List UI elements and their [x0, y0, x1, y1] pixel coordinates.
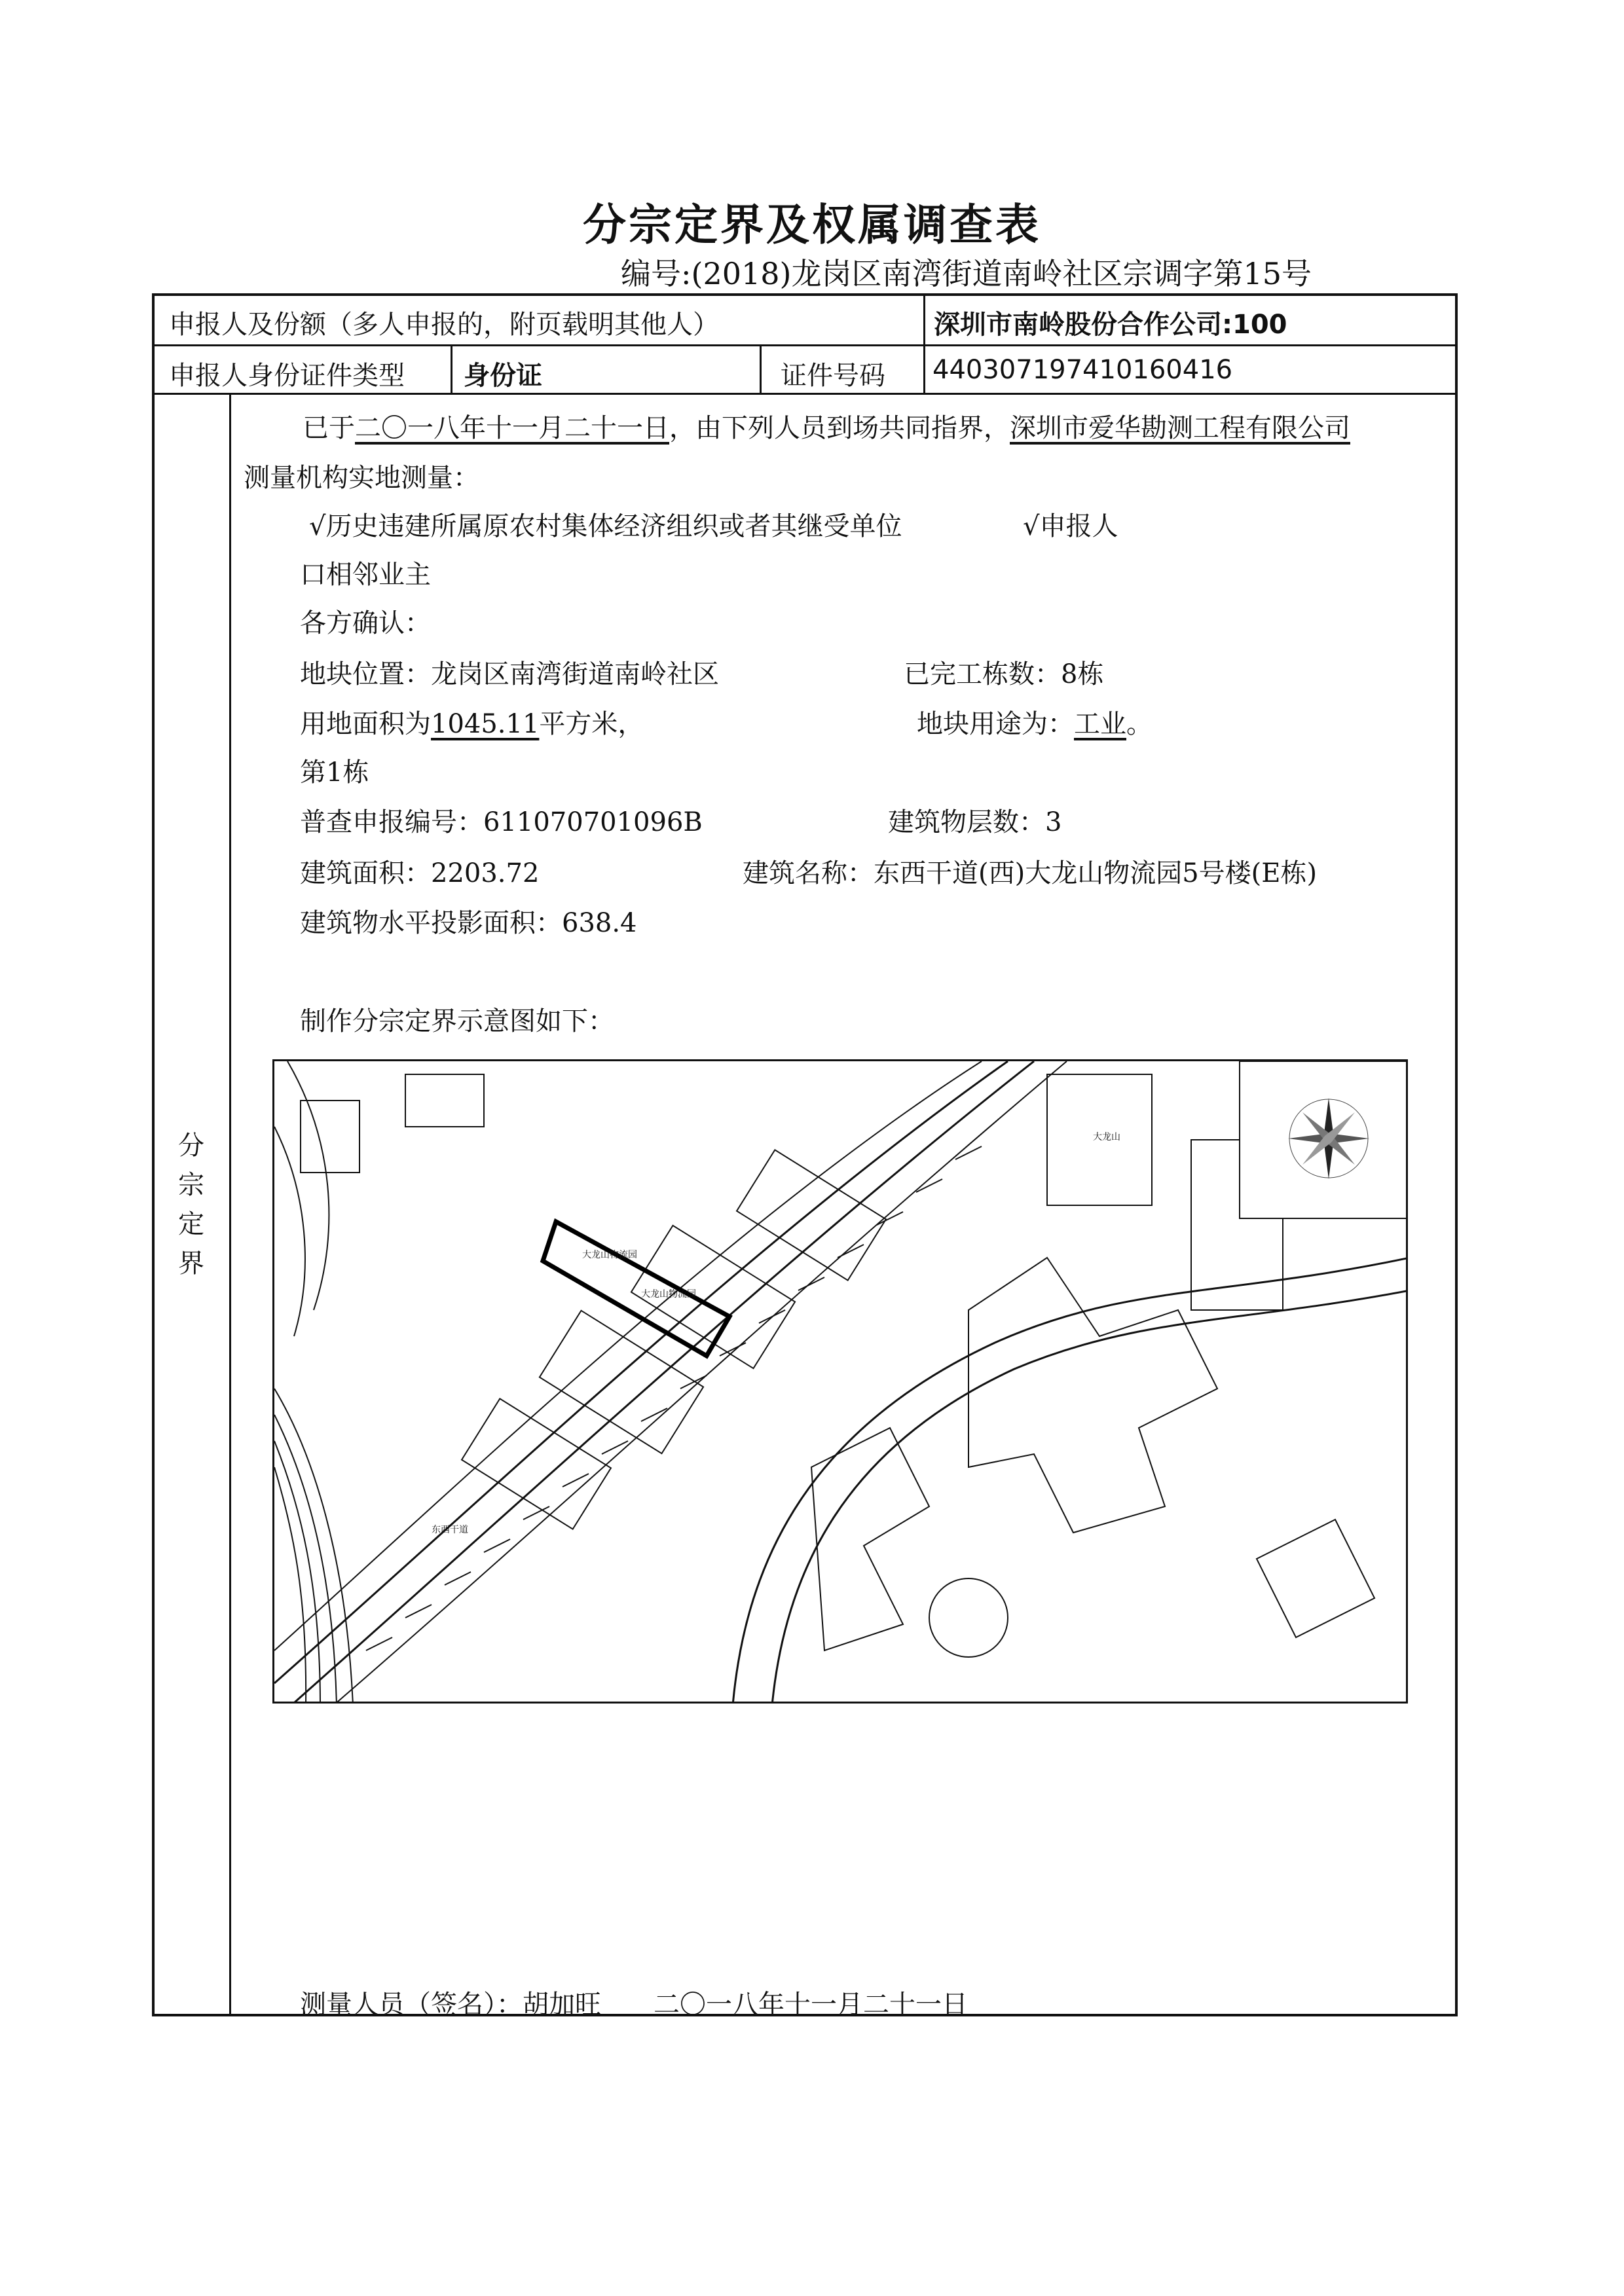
building-outline [969, 1258, 1217, 1533]
land-use-prefix: 地块用途为： [917, 709, 1074, 739]
building-outline [301, 1101, 360, 1173]
survey-date: 二〇一八年十一月二十一日 [355, 413, 669, 443]
survey-line: 测量机构实地测量： [244, 463, 479, 493]
id-type-label: 申报人身份证件类型 [169, 361, 405, 391]
completed-buildings: 已完工栋数：8栋 [904, 659, 1104, 689]
land-area [300, 703, 644, 740]
map-caption: 制作分宗定界示意图如下： [300, 1006, 614, 1036]
building-outline [405, 1074, 484, 1127]
surveyor-signature: 测量人员（签名）：胡加旺 二〇一八年十一月二十一日 [300, 1990, 968, 2020]
round-structure [929, 1578, 1008, 1657]
map-drawing [274, 1061, 1408, 1704]
col-divider [760, 344, 762, 393]
projection-area: 建筑物水平投影面积：638.4 [300, 908, 637, 938]
building-outline [540, 1311, 703, 1453]
id-number-label: 证件号码 [781, 361, 885, 391]
land-use-value: 工业 [1074, 709, 1126, 739]
col-divider [923, 293, 925, 393]
land-use-suffix: 。 [1126, 709, 1153, 739]
hatch-edge [366, 1146, 982, 1650]
page-title: 分宗定界及权属调查表 [583, 200, 1041, 250]
section-label: 分宗定界 [178, 1131, 204, 1279]
secondary-road [772, 1290, 1408, 1704]
intro-prefix: 已于 [303, 413, 355, 443]
land-area-prefix: 用地面积为 [300, 709, 431, 739]
applicant-label: 申报人及份额（多人申报的，附页载明其他人） [169, 310, 719, 340]
contour-line [274, 1389, 353, 1704]
checkbox-collective: √历史违建所属原农村集体经济组织或者其继受单位 [309, 511, 902, 541]
map-label: 大龙山 [1093, 1132, 1120, 1142]
document-number: 编号:(2018)龙岗区南湾街道南岭社区宗调字第15号 [621, 256, 1312, 291]
col-divider [229, 393, 231, 2016]
floor-count: 建筑物层数：3 [888, 807, 1062, 837]
plot-location: 地块位置：龙岗区南湾街道南岭社区 [300, 659, 719, 689]
building-outline [462, 1398, 611, 1529]
row-divider [152, 344, 1458, 346]
road-edge [274, 1061, 1008, 1683]
applicant-value: 深圳市南岭股份合作公司:100 [934, 310, 1287, 340]
building-number: 第1栋 [300, 757, 369, 788]
land-area-suffix: 平方米， [539, 709, 644, 739]
land-area-value: 1045.11 [431, 709, 540, 739]
road-edge [274, 1061, 982, 1650]
contour-line [287, 1061, 329, 1310]
id-type-value: 身份证 [464, 361, 542, 391]
building-name: 建筑名称：东西干道(西)大龙山物流园5号楼(E栋) [743, 858, 1318, 888]
building-area: 建筑面积：2203.72 [300, 858, 540, 888]
row-divider [152, 393, 1458, 395]
col-divider [451, 344, 452, 393]
census-number: 普查申报编号：611070701096B [300, 807, 703, 837]
intro-line [303, 407, 1350, 445]
id-number-value: 440307197410160416 [932, 355, 1233, 385]
boundary-map [272, 1059, 1408, 1704]
map-label: 大龙山物流园 [582, 1250, 637, 1260]
land-use [917, 703, 1153, 740]
building-outline [1257, 1520, 1375, 1637]
road-edge [333, 1061, 1067, 1704]
checkbox-applicant: √申报人 [1023, 511, 1118, 541]
secondary-road [733, 1258, 1408, 1704]
intro-middle: ，由下列人员到场共同指界， [669, 413, 1010, 443]
confirm-heading: 各方确认： [300, 608, 431, 638]
checkbox-neighbor: 口相邻业主 [300, 560, 431, 590]
map-label: 大龙山物流园 [641, 1289, 696, 1300]
map-label: 东西干道 [432, 1525, 468, 1535]
survey-organization: 深圳市爱华勘测工程有限公司 [1010, 413, 1350, 443]
